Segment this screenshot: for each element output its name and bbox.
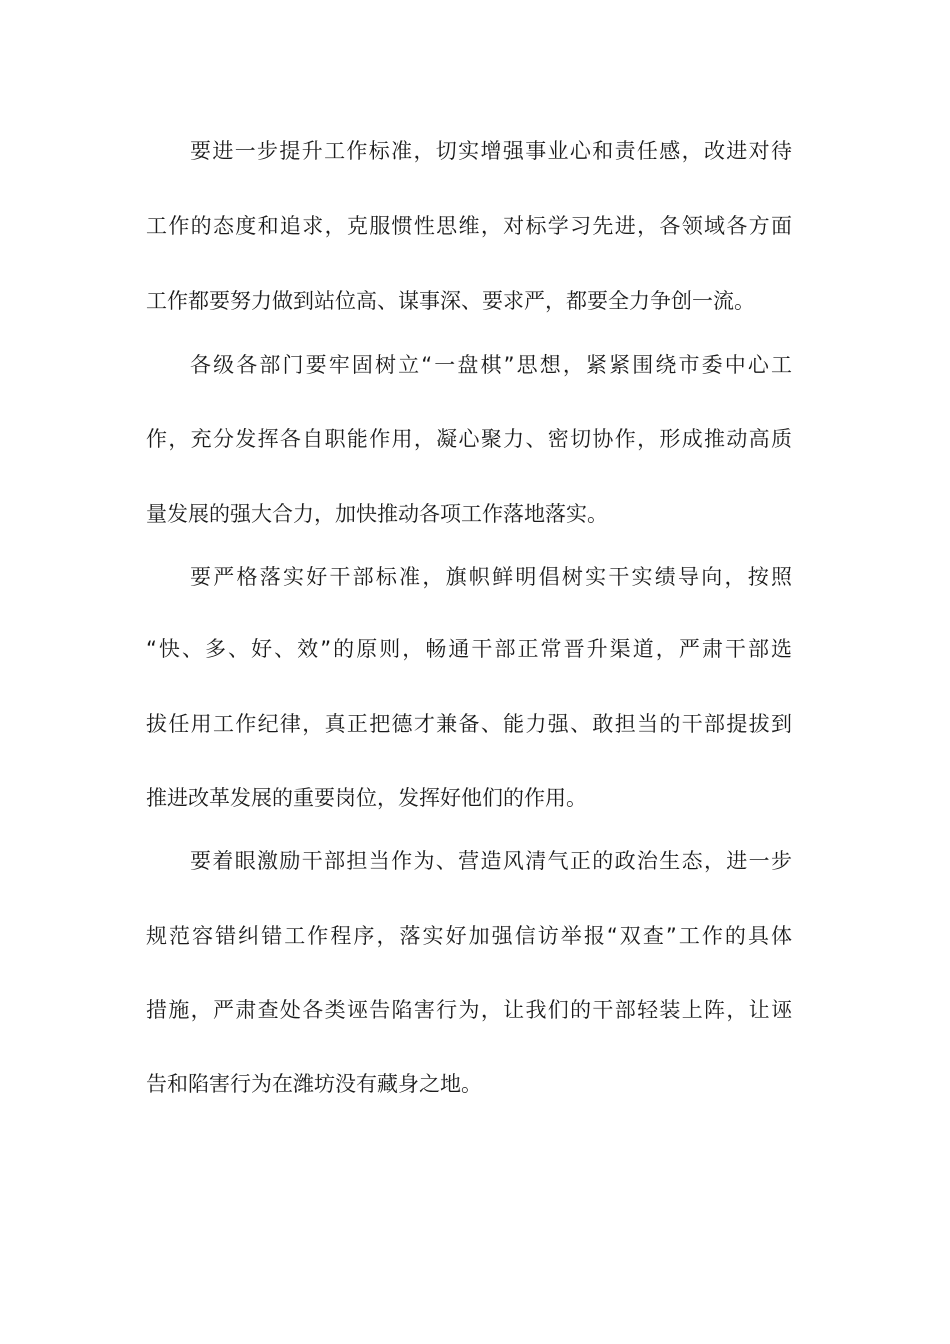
paragraph-1-line-2: 工作的态度和追求，克服惯性思维，对标学习先进，各领域各方面 [146, 214, 792, 238]
paragraph-2-line-3: 量发展的强大合力，加快推动各项工作落地落实。 [146, 502, 608, 526]
paragraph-2-line-1: 各级各部门要牢固树立“一盘棋”思想，紧紧围绕市委中心工 [190, 353, 792, 377]
paragraph-3-line-3: 拔任用工作纪律，真正把德才兼备、能力强、敢担当的干部提拔到 [146, 712, 792, 736]
paragraph-1-line-1: 要进一步提升工作标准，切实增强事业心和责任感，改进对待 [190, 139, 792, 163]
paragraph-3-line-4: 推进改革发展的重要岗位，发挥好他们的作用。 [146, 786, 587, 810]
paragraph-4-line-1: 要着眼激励干部担当作为、营造风清气正的政治生态，进一步 [190, 849, 792, 873]
paragraph-2-line-2: 作，充分发挥各自职能作用，凝心聚力、密切协作，形成推动高质 [146, 427, 792, 451]
paragraph-4-line-3: 措施，严肃查处各类诬告陷害行为，让我们的干部轻装上阵，让诬 [146, 998, 792, 1022]
paragraph-4-line-4: 告和陷害行为在潍坊没有藏身之地。 [146, 1072, 482, 1096]
paragraph-3-line-1: 要严格落实好干部标准，旗帜鲜明倡树实干实绩导向，按照 [190, 565, 792, 589]
paragraph-1-line-3: 工作都要努力做到站位高、谋事深、要求严，都要全力争创一流。 [146, 289, 755, 313]
paragraph-3-line-2: “快、多、好、效”的原则，畅通干部正常晋升渠道，严肃干部选 [146, 637, 792, 661]
paragraph-4-line-2: 规范容错纠错工作程序，落实好加强信访举报“双查”工作的具体 [146, 924, 792, 948]
